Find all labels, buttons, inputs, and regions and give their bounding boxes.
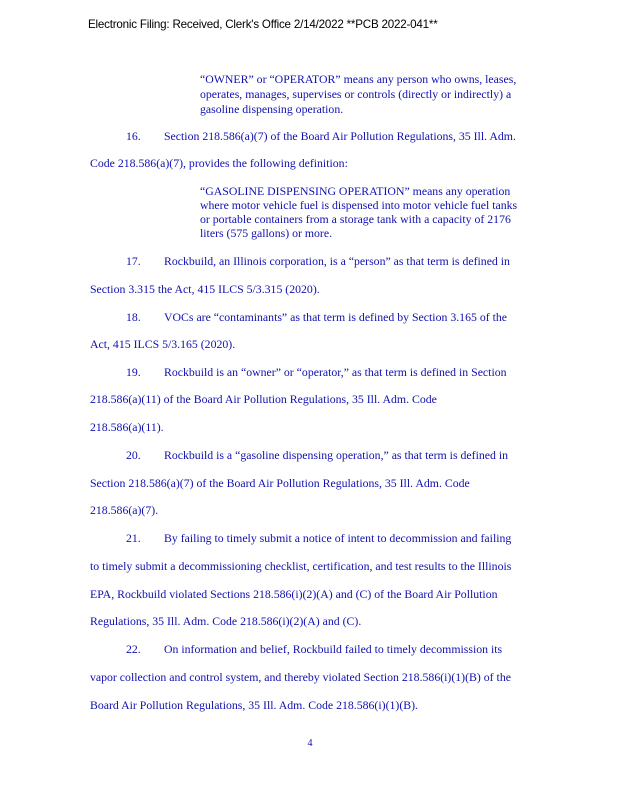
paragraph-20-continuation: 218.586(a)(7). (90, 503, 159, 517)
paragraph-17-continuation: Section 3.315 the Act, 415 ILCS 5/3.315 (2020). (90, 282, 320, 296)
paragraph-text: VOCs are “contaminants” as that term is defined by Section 3.165 of the (164, 310, 508, 324)
paragraph-number: 19. (126, 365, 141, 379)
paragraph-number: 21. (126, 531, 141, 545)
paragraph-17-line (126, 254, 510, 268)
definition-owner-line: gasoline dispensing operation. (200, 102, 344, 116)
paragraph-19-line (126, 365, 507, 379)
paragraph-text: By failing to timely submit a notice of intent to decommission and failing (164, 531, 512, 545)
paragraph-number: 17. (126, 254, 141, 268)
paragraph-21-continuation: Regulations, 35 Ill. Adm. Code 218.586(i)(2)(A) and (C). (90, 614, 362, 628)
paragraph-16-continuation: Code 218.586(a)(7), provides the following definition: (90, 156, 348, 170)
definition-owner-line: “OWNER” or “OPERATOR” means any person who owns, leases, (200, 72, 517, 86)
paragraph-text: Rockbuild, an Illinois corporation, is a “person” as that term is defined in (164, 254, 510, 268)
paragraph-number: 18. (126, 310, 141, 324)
definition-gasoline-line: “GASOLINE DISPENSING OPERATION” means any operation (200, 184, 511, 198)
paragraph-18-continuation: Act, 415 ILCS 5/3.165 (2020). (90, 337, 236, 351)
paragraph-22-continuation: vapor collection and control system, and thereby violated Section 218.586(i)(1)(B) of the (90, 670, 511, 684)
paragraph-number: 16. (126, 129, 141, 143)
paragraph-20-continuation: Section 218.586(a)(7) of the Board Air Pollution Regulations, 35 Ill. Adm. Code (90, 476, 470, 490)
paragraph-text: Section 218.586(a)(7) of the Board Air Pollution Regulations, 35 Ill. Adm. (164, 129, 516, 143)
definition-gasoline-line: where motor vehicle fuel is dispensed into motor vehicle fuel tanks (200, 198, 518, 212)
paragraph-21-continuation: EPA, Rockbuild violated Sections 218.586(i)(2)(A) and (C) of the Board Air Pollution (90, 587, 498, 601)
paragraph-20-line (126, 448, 508, 462)
filing-header: Electronic Filing: Received, Clerk's Office 2/14/2022 **PCB 2022-041** (88, 18, 438, 31)
paragraph-19-continuation: 218.586(a)(11). (90, 420, 164, 434)
definition-owner-line: operates, manages, supervises or controls (directly or indirectly) a (200, 87, 512, 101)
paragraph-21-continuation: to timely submit a decommissioning checklist, certification, and test results to the Illinois (90, 559, 512, 573)
paragraph-number: 22. (126, 642, 141, 656)
paragraph-16-line (126, 129, 516, 143)
paragraph-22-line (126, 642, 502, 656)
paragraph-text: Rockbuild is a “gasoline dispensing operation,” as that term is defined in (164, 448, 508, 462)
paragraph-19-continuation: 218.586(a)(11) of the Board Air Pollution Regulations, 35 Ill. Adm. Code (90, 392, 437, 406)
paragraph-22-continuation: Board Air Pollution Regulations, 35 Ill. Adm. Code 218.586(i)(1)(B). (90, 698, 418, 712)
paragraph-text: Rockbuild is an “owner” or “operator,” as that term is defined in Section (164, 365, 507, 379)
definition-gasoline-line: or portable containers from a storage tank with a capacity of 2176 (200, 212, 511, 226)
paragraph-18-line (126, 310, 507, 324)
paragraph-text: On information and belief, Rockbuild failed to timely decommission its (164, 642, 503, 656)
paragraph-21-line (126, 531, 511, 545)
page-number: 4 (307, 738, 313, 749)
definition-gasoline-line: liters (575 gallons) or more. (200, 226, 333, 240)
paragraph-number: 20. (126, 448, 141, 462)
